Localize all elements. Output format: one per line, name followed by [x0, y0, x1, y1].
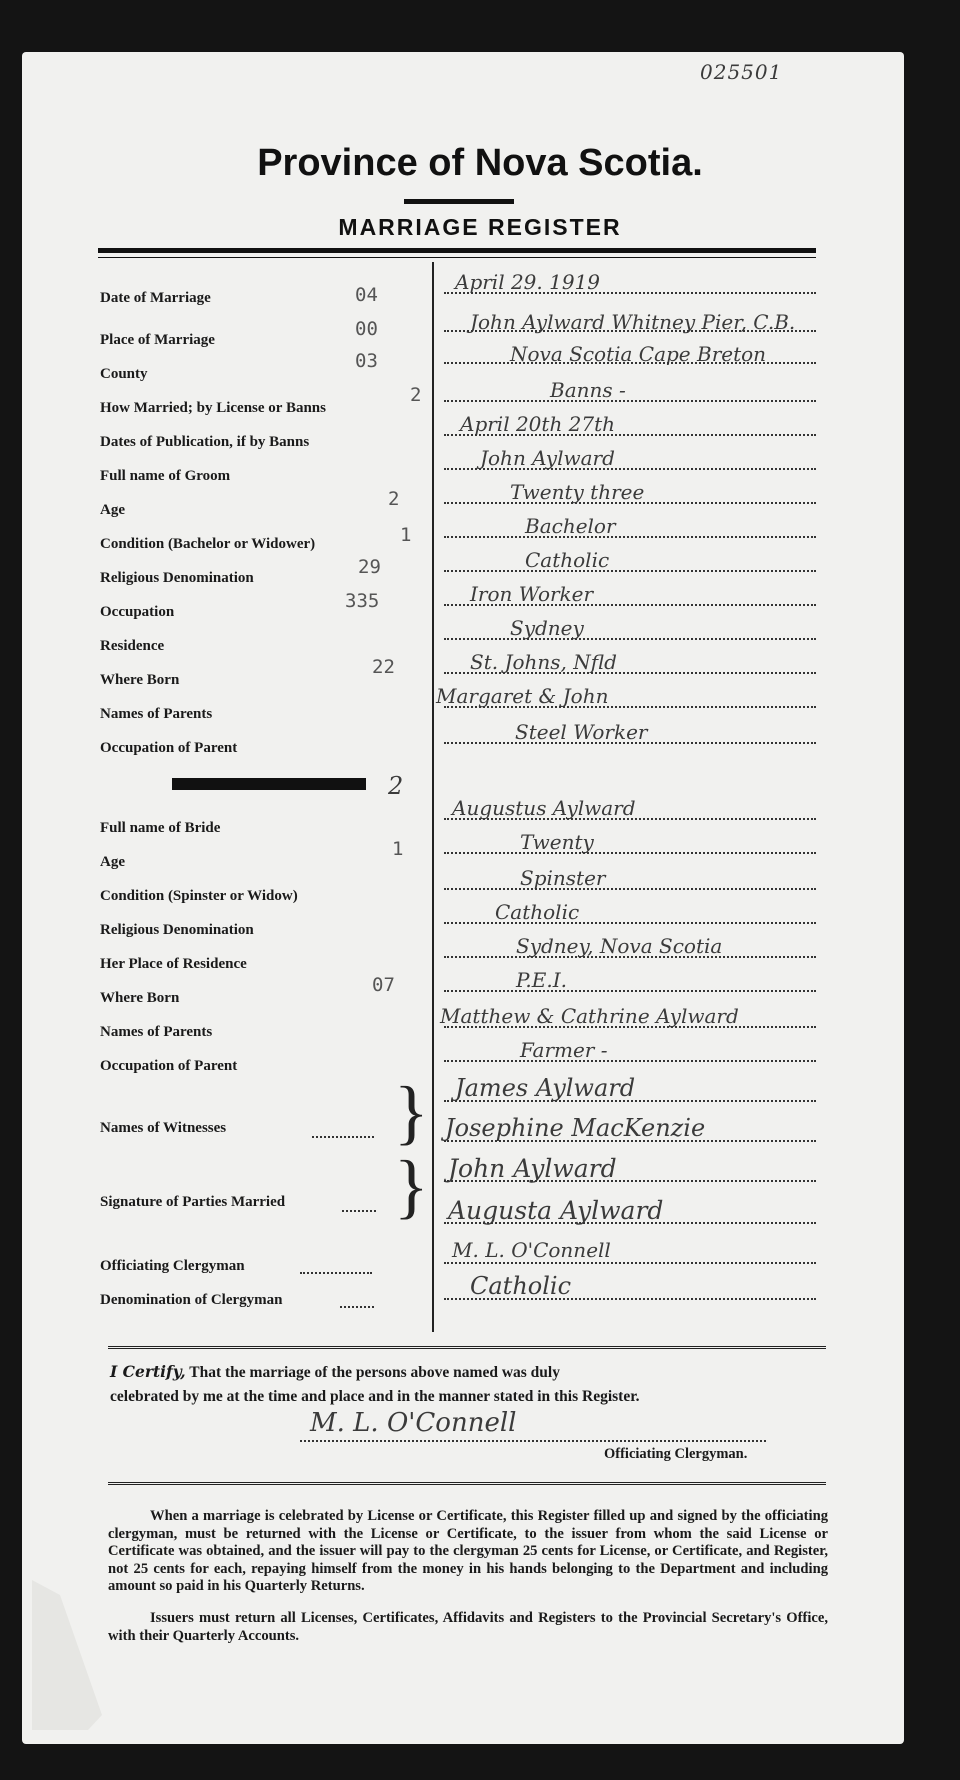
instructions-notice — [108, 1508, 828, 1645]
signatures-brace: } — [394, 1146, 429, 1226]
field-line — [444, 706, 816, 708]
field-value-groom-parents: Margaret & John — [436, 684, 609, 708]
field-label-groom-age: Age — [100, 502, 125, 518]
field-code-groom-condition: 1 — [400, 524, 412, 546]
field-label-bride-birthplace: Where Born — [100, 990, 180, 1006]
field-value-bride-condition: Spinster — [520, 866, 606, 890]
field-line — [444, 672, 816, 674]
signature-groom: John Aylward — [448, 1154, 617, 1183]
field-code-how-married: 2 — [410, 384, 422, 406]
field-line — [444, 468, 816, 470]
certification-line-1 — [110, 1362, 560, 1382]
field-value-bride-parents: Matthew & Cathrine Aylward — [440, 1004, 739, 1028]
field-value-place-of-marriage: John Aylward Whitney Pier, C.B. — [470, 310, 796, 334]
field-code-date-of-marriage: 04 — [355, 284, 378, 306]
field-label-groom-parent-occupation: Occupation of Parent — [100, 740, 238, 756]
certify-text-2: celebrated by me at the time and place and in the manner stated in this Register. — [110, 1388, 640, 1405]
clergy-label: Officiating Clergyman — [100, 1258, 245, 1274]
field-line — [444, 852, 816, 854]
field-line — [444, 502, 816, 504]
field-value-groom-age: Twenty three — [510, 480, 645, 504]
signatures-label: Signature of Parties Married — [100, 1194, 286, 1210]
field-label-groom-parents: Names of Parents — [100, 706, 213, 722]
field-value-groom-name: John Aylward — [480, 446, 615, 470]
clergy-value: M. L. O'Connell — [452, 1238, 611, 1262]
field-value-groom-birthplace: St. Johns, Nfld — [470, 650, 617, 674]
field-code-groom-birthplace: 22 — [372, 656, 395, 678]
serial-number: 025501 — [700, 60, 783, 84]
certify-text-1: That the marriage of the persons above named was duly — [189, 1364, 560, 1381]
field-value-groom-religion: Catholic — [525, 548, 610, 572]
field-line — [444, 400, 816, 402]
field-value-groom-parent-occupation: Steel Worker — [515, 720, 648, 744]
field-line — [444, 570, 816, 572]
signature-line — [300, 1440, 766, 1442]
section-divider — [108, 1482, 826, 1485]
field-line — [444, 330, 816, 332]
field-line — [444, 990, 816, 992]
page-subtitle: MARRIAGE REGISTER — [338, 214, 622, 240]
field-label-groom-religion: Religious Denomination — [100, 570, 254, 586]
field-line — [444, 604, 816, 606]
field-label-date-of-marriage: Date of Marriage — [100, 290, 211, 306]
title-underline — [404, 199, 514, 204]
page-title: Province of Nova Scotia. — [257, 142, 703, 184]
field-label-bride-parent-occupation: Occupation of Parent — [100, 1058, 238, 1074]
witnesses-brace: } — [394, 1072, 429, 1152]
field-code-groom-occupation: 335 — [345, 590, 380, 612]
field-code-groom-religion: 29 — [358, 556, 381, 578]
header-rule-thin — [98, 257, 816, 258]
field-label-bride-name: Full name of Bride — [100, 820, 221, 836]
clergy-denomination-label: Denomination of Clergyman — [100, 1292, 283, 1308]
field-line — [444, 818, 816, 820]
section-divider — [108, 1346, 826, 1349]
field-label-how-married: How Married; by License or Banns — [100, 400, 326, 416]
field-value-how-married: Banns - — [550, 378, 626, 402]
signature-bride: Augusta Aylward — [448, 1196, 664, 1225]
field-label-bride-residence: Her Place of Residence — [100, 956, 247, 972]
field-value-bride-name: Augustus Aylward — [452, 796, 636, 820]
field-line — [300, 1272, 372, 1274]
field-label-groom-name: Full name of Groom — [100, 468, 231, 484]
field-label-groom-condition: Condition (Bachelor or Widower) — [100, 536, 316, 552]
clergy-denomination-value: Catholic — [470, 1272, 572, 1300]
field-label-groom-occupation: Occupation — [100, 604, 175, 620]
field-line — [444, 1180, 816, 1182]
certify-lead: I Certify, — [110, 1362, 186, 1381]
field-line — [444, 956, 816, 958]
field-line — [444, 292, 816, 294]
signature-caption: Officiating Clergyman. — [604, 1446, 748, 1462]
field-line — [312, 1136, 374, 1138]
bride-section-code: 2 — [388, 772, 404, 800]
field-line — [444, 1222, 816, 1224]
field-code-bride-birthplace: 07 — [372, 974, 395, 996]
field-value-bride-residence: Sydney, Nova Scotia — [516, 934, 723, 958]
field-label-groom-birthplace: Where Born — [100, 672, 180, 688]
field-line — [342, 1210, 376, 1212]
field-line — [444, 742, 816, 744]
field-label-bride-age: Age — [100, 854, 125, 870]
field-code-groom-age: 2 — [388, 488, 400, 510]
field-line — [444, 434, 816, 436]
field-value-bride-age: Twenty — [520, 830, 594, 854]
field-value-bride-birthplace: P.E.I. — [516, 968, 567, 992]
header-rule — [98, 248, 816, 253]
field-value-bride-religion: Catholic — [495, 900, 580, 924]
field-label-bride-parents: Names of Parents — [100, 1024, 213, 1040]
field-label-county: County — [100, 366, 148, 382]
field-label-groom-residence: Residence — [100, 638, 165, 654]
field-line — [444, 888, 816, 890]
field-label-dates-of-publication: Dates of Publication, if by Banns — [100, 434, 310, 450]
field-value-bride-parent-occupation: Farmer - — [520, 1038, 608, 1062]
field-value-groom-condition: Bachelor — [525, 514, 616, 538]
field-line — [340, 1306, 374, 1308]
field-value-county: Nova Scotia Cape Breton — [510, 342, 767, 366]
notice-paragraph-2: Issuers must return all Licenses, Certificates, Affidavits and Registers to the Provincial Secretary's Office, with their Quarterly Accounts. — [108, 1609, 828, 1644]
field-line — [444, 1140, 816, 1142]
field-label-bride-condition: Condition (Spinster or Widow) — [100, 888, 298, 904]
witnesses-label: Names of Witnesses — [100, 1120, 227, 1136]
notice-paragraph-1: When a marriage is celebrated by License or Certificate, this Register filled up and signed by the officiating clergyman, must be returned with the License or Certificate, to the issuer from whom the said License or Certificate was obtained, and the issuer will pay to the clergyman 25 cents for License, or Certificate, and Register, not 25 cents for each, repaying himself from the money in his hands belonging to the Department and including amount so paid in his Quarterly Returns. — [108, 1508, 828, 1595]
bride-section-bar — [172, 778, 366, 790]
field-line — [444, 1298, 816, 1300]
field-code-place-of-marriage: 00 — [355, 318, 378, 340]
column-divider — [432, 262, 434, 1332]
field-code-bride-age: 1 — [392, 838, 404, 860]
field-value-groom-occupation: Iron Worker — [470, 582, 594, 606]
field-code-county: 03 — [355, 350, 378, 372]
field-label-bride-religion: Religious Denomination — [100, 922, 254, 938]
witness-name-2: Josephine MacKenzie — [445, 1114, 706, 1142]
field-line — [444, 922, 816, 924]
field-line — [444, 1060, 816, 1062]
field-line — [444, 638, 816, 640]
clergy-signature: M. L. O'Connell — [310, 1408, 517, 1438]
field-value-groom-residence: Sydney — [510, 616, 584, 640]
field-line — [444, 1026, 816, 1028]
field-line — [444, 1262, 816, 1264]
field-line — [444, 536, 816, 538]
field-line — [444, 362, 816, 364]
field-value-dates-of-publication: April 20th 27th — [460, 412, 616, 436]
field-label-place-of-marriage: Place of Marriage — [100, 332, 215, 348]
witness-name-1: James Aylward — [455, 1074, 636, 1102]
field-value-date-of-marriage: April 29. 1919 — [455, 270, 601, 294]
field-line — [444, 1100, 816, 1102]
